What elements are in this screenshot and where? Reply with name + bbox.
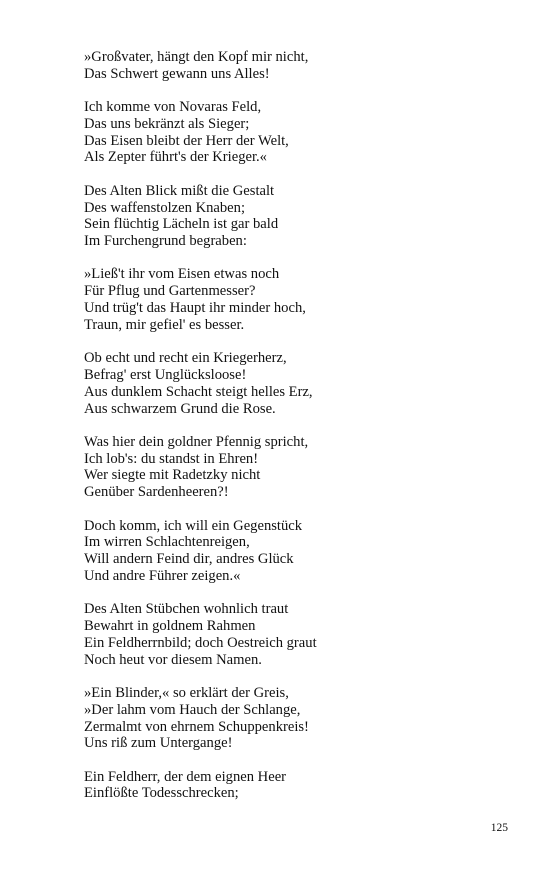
poem-line: »Großvater, hängt den Kopf mir nicht, bbox=[84, 49, 309, 65]
stanza-9 bbox=[84, 685, 524, 752]
stanza-4 bbox=[84, 266, 524, 333]
poem-line: »Ließ't ihr vom Eisen etwas noch bbox=[84, 266, 280, 283]
poem-line: Ich lob's: du standst in Ehren! bbox=[84, 450, 259, 467]
poem-line: Wer siegte mit Radetzky nicht bbox=[84, 467, 261, 484]
page-number: 125 bbox=[490, 822, 508, 834]
poem-line: Des waffenstolzen Knaben; bbox=[84, 199, 246, 216]
stanza-8 bbox=[84, 601, 524, 668]
poem-line: Zermalmt von ehrnem Schuppenkreis! bbox=[84, 718, 309, 735]
poem-line: Im wirren Schlachtenreigen, bbox=[84, 534, 250, 551]
poem-line: Das Schwert gewann uns Alles! bbox=[84, 65, 270, 82]
stanza-5 bbox=[84, 350, 524, 417]
stanza-10 bbox=[84, 769, 524, 803]
poem-line: »Ein Blinder,« so erklärt der Greis, bbox=[84, 684, 289, 701]
poem-line: »Der lahm vom Hauch der Schlange, bbox=[84, 701, 301, 718]
stanza-3 bbox=[84, 183, 524, 250]
poem-line: Als Zepter führt's der Krieger.« bbox=[84, 149, 267, 166]
poem-line: Will andern Feind dir, andres Glück bbox=[84, 551, 294, 568]
poem-line: Des Alten Stübchen wohnlich traut bbox=[84, 601, 289, 618]
poem-line: Noch heut vor diesem Namen. bbox=[84, 651, 262, 668]
poem-line: Aus dunklem Schacht steigt helles Erz, bbox=[84, 383, 313, 400]
stanza-1 bbox=[84, 49, 524, 83]
poem-line: Das Eisen bleibt der Herr der Welt, bbox=[84, 132, 289, 149]
stanza-2 bbox=[84, 99, 524, 166]
stanza-7 bbox=[84, 518, 524, 585]
poem-line: Ich komme von Novaras Feld, bbox=[84, 99, 262, 116]
poem-line: Ein Feldherrnbild; doch Oestreich graut bbox=[84, 634, 317, 651]
poem-line: Ob echt und recht ein Kriegerherz, bbox=[84, 350, 287, 367]
poem-line: Doch komm, ich will ein Gegenstück bbox=[84, 517, 303, 534]
poem-text bbox=[84, 49, 524, 819]
poem-line: Befrag' erst Unglücksloose! bbox=[84, 366, 247, 383]
poem-line: Traun, mir gefiel' es besser. bbox=[84, 316, 245, 333]
poem-line: Das uns bekränzt als Sieger; bbox=[84, 115, 250, 132]
poem-line: Und andre Führer zeigen.« bbox=[84, 567, 241, 584]
poem-line: Was hier dein goldner Pfennig spricht, bbox=[84, 433, 309, 450]
poem-line: Für Pflug und Gartenmesser? bbox=[84, 283, 256, 300]
poem-line: Einflößte Todesschrecken; bbox=[84, 785, 239, 802]
stanza-6 bbox=[84, 434, 524, 501]
poem-line: Und trüg't das Haupt ihr minder hoch, bbox=[84, 300, 306, 317]
poem-line: Im Furchengrund begraben: bbox=[84, 233, 247, 250]
poem-line: Des Alten Blick mißt die Gestalt bbox=[84, 182, 275, 199]
poem-line: Sein flüchtig Lächeln ist gar bald bbox=[84, 216, 279, 233]
poem-line: Bewahrt in goldnem Rahmen bbox=[84, 618, 256, 635]
poem-line: Ein Feldherr, der dem eignen Heer bbox=[84, 768, 287, 785]
poem-line: Genüber Sardenheeren?! bbox=[84, 484, 229, 501]
poem-line: Uns riß zum Untergange! bbox=[84, 735, 233, 752]
poem-line: Aus schwarzem Grund die Rose. bbox=[84, 400, 276, 417]
